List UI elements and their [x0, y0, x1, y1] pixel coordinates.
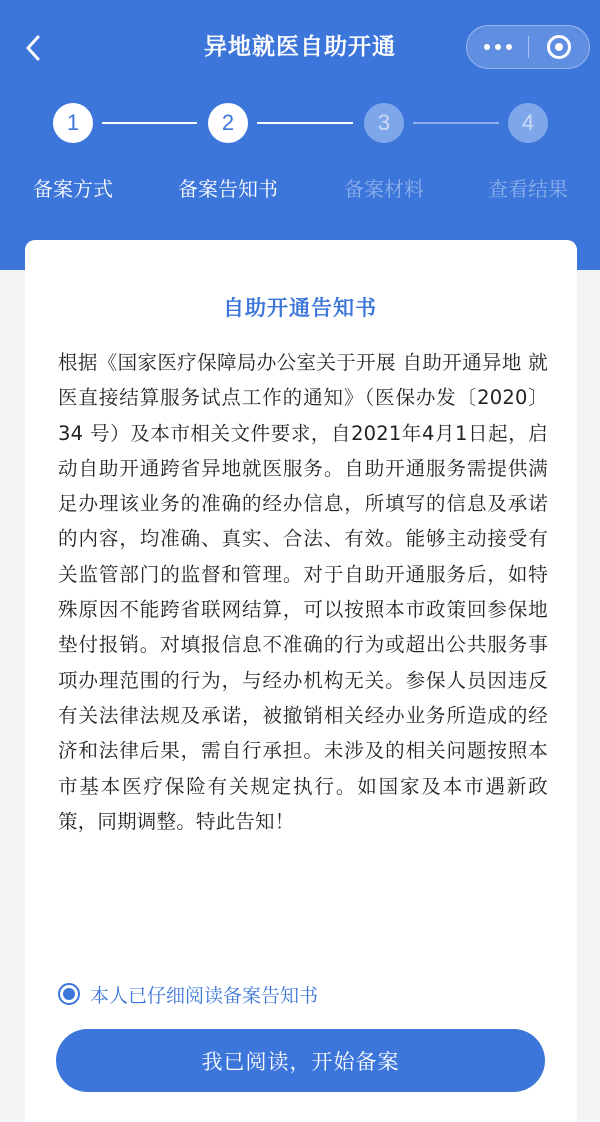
radio-checked-icon[interactable] — [58, 983, 80, 1005]
step-connector-2 — [257, 122, 353, 124]
start-filing-button[interactable]: 我已阅读，开始备案 — [56, 1029, 545, 1092]
agreement-label: 本人已仔细阅读备案告知书 — [90, 984, 319, 1007]
nav-bar — [0, 0, 600, 96]
step-4-circle: 4 — [508, 103, 548, 143]
step-connector-1 — [102, 122, 197, 124]
step-3-circle: 3 — [364, 103, 404, 143]
step-2-label: 备案告知书 — [178, 177, 278, 201]
notice-body: 根据《国家医疗保障局办公室关于开展 自助开通异地 就医直接结算服务试点工作的通知》（医保办发〔2020〕34 号）及本市相关文件要求，自2021年4月1日起，启动自助开通跨省异地就医服务。自助开通服务需提供满足办理该业务的准确的经办信息，所填写的信息及承诺的内容，均准确、真实、合法、有效。能够主动接受有关监管部门的监督和管理。对于自助开通服务后，如特殊原因不能跨省联网结算，可以按照本市政策回参保地垫付报销。对填报信息不准确的行为或超出公共服务事项办理范围的行为，与经办机构无关。参保人员因违反有关法律法规及承诺，被撤销相关经办业务所造成的经济和法律后果，需自行承担。未涉及的相关问题按照本市基本医疗保险有关规定执行。如国家及本市遇新政策，同期调整。特此告知！ — [58, 351, 548, 833]
step-1-circle: 1 — [53, 103, 93, 143]
step-indicator — [0, 103, 600, 143]
more-dots-icon[interactable] — [467, 26, 528, 68]
agreement-checkbox[interactable] — [58, 978, 318, 1010]
step-1-label: 备案方式 — [33, 177, 113, 201]
notice-title: 自助开通告知书 — [223, 296, 377, 320]
miniprogram-capsule — [466, 25, 590, 69]
page-title: 异地就医自助开通 — [204, 34, 396, 60]
step-3-label: 备案材料 — [344, 177, 424, 201]
step-connector-3 — [413, 122, 499, 124]
miniprogram-close-icon[interactable] — [529, 26, 589, 68]
step-2-circle: 2 — [208, 103, 248, 143]
step-4-label: 查看结果 — [488, 177, 568, 201]
